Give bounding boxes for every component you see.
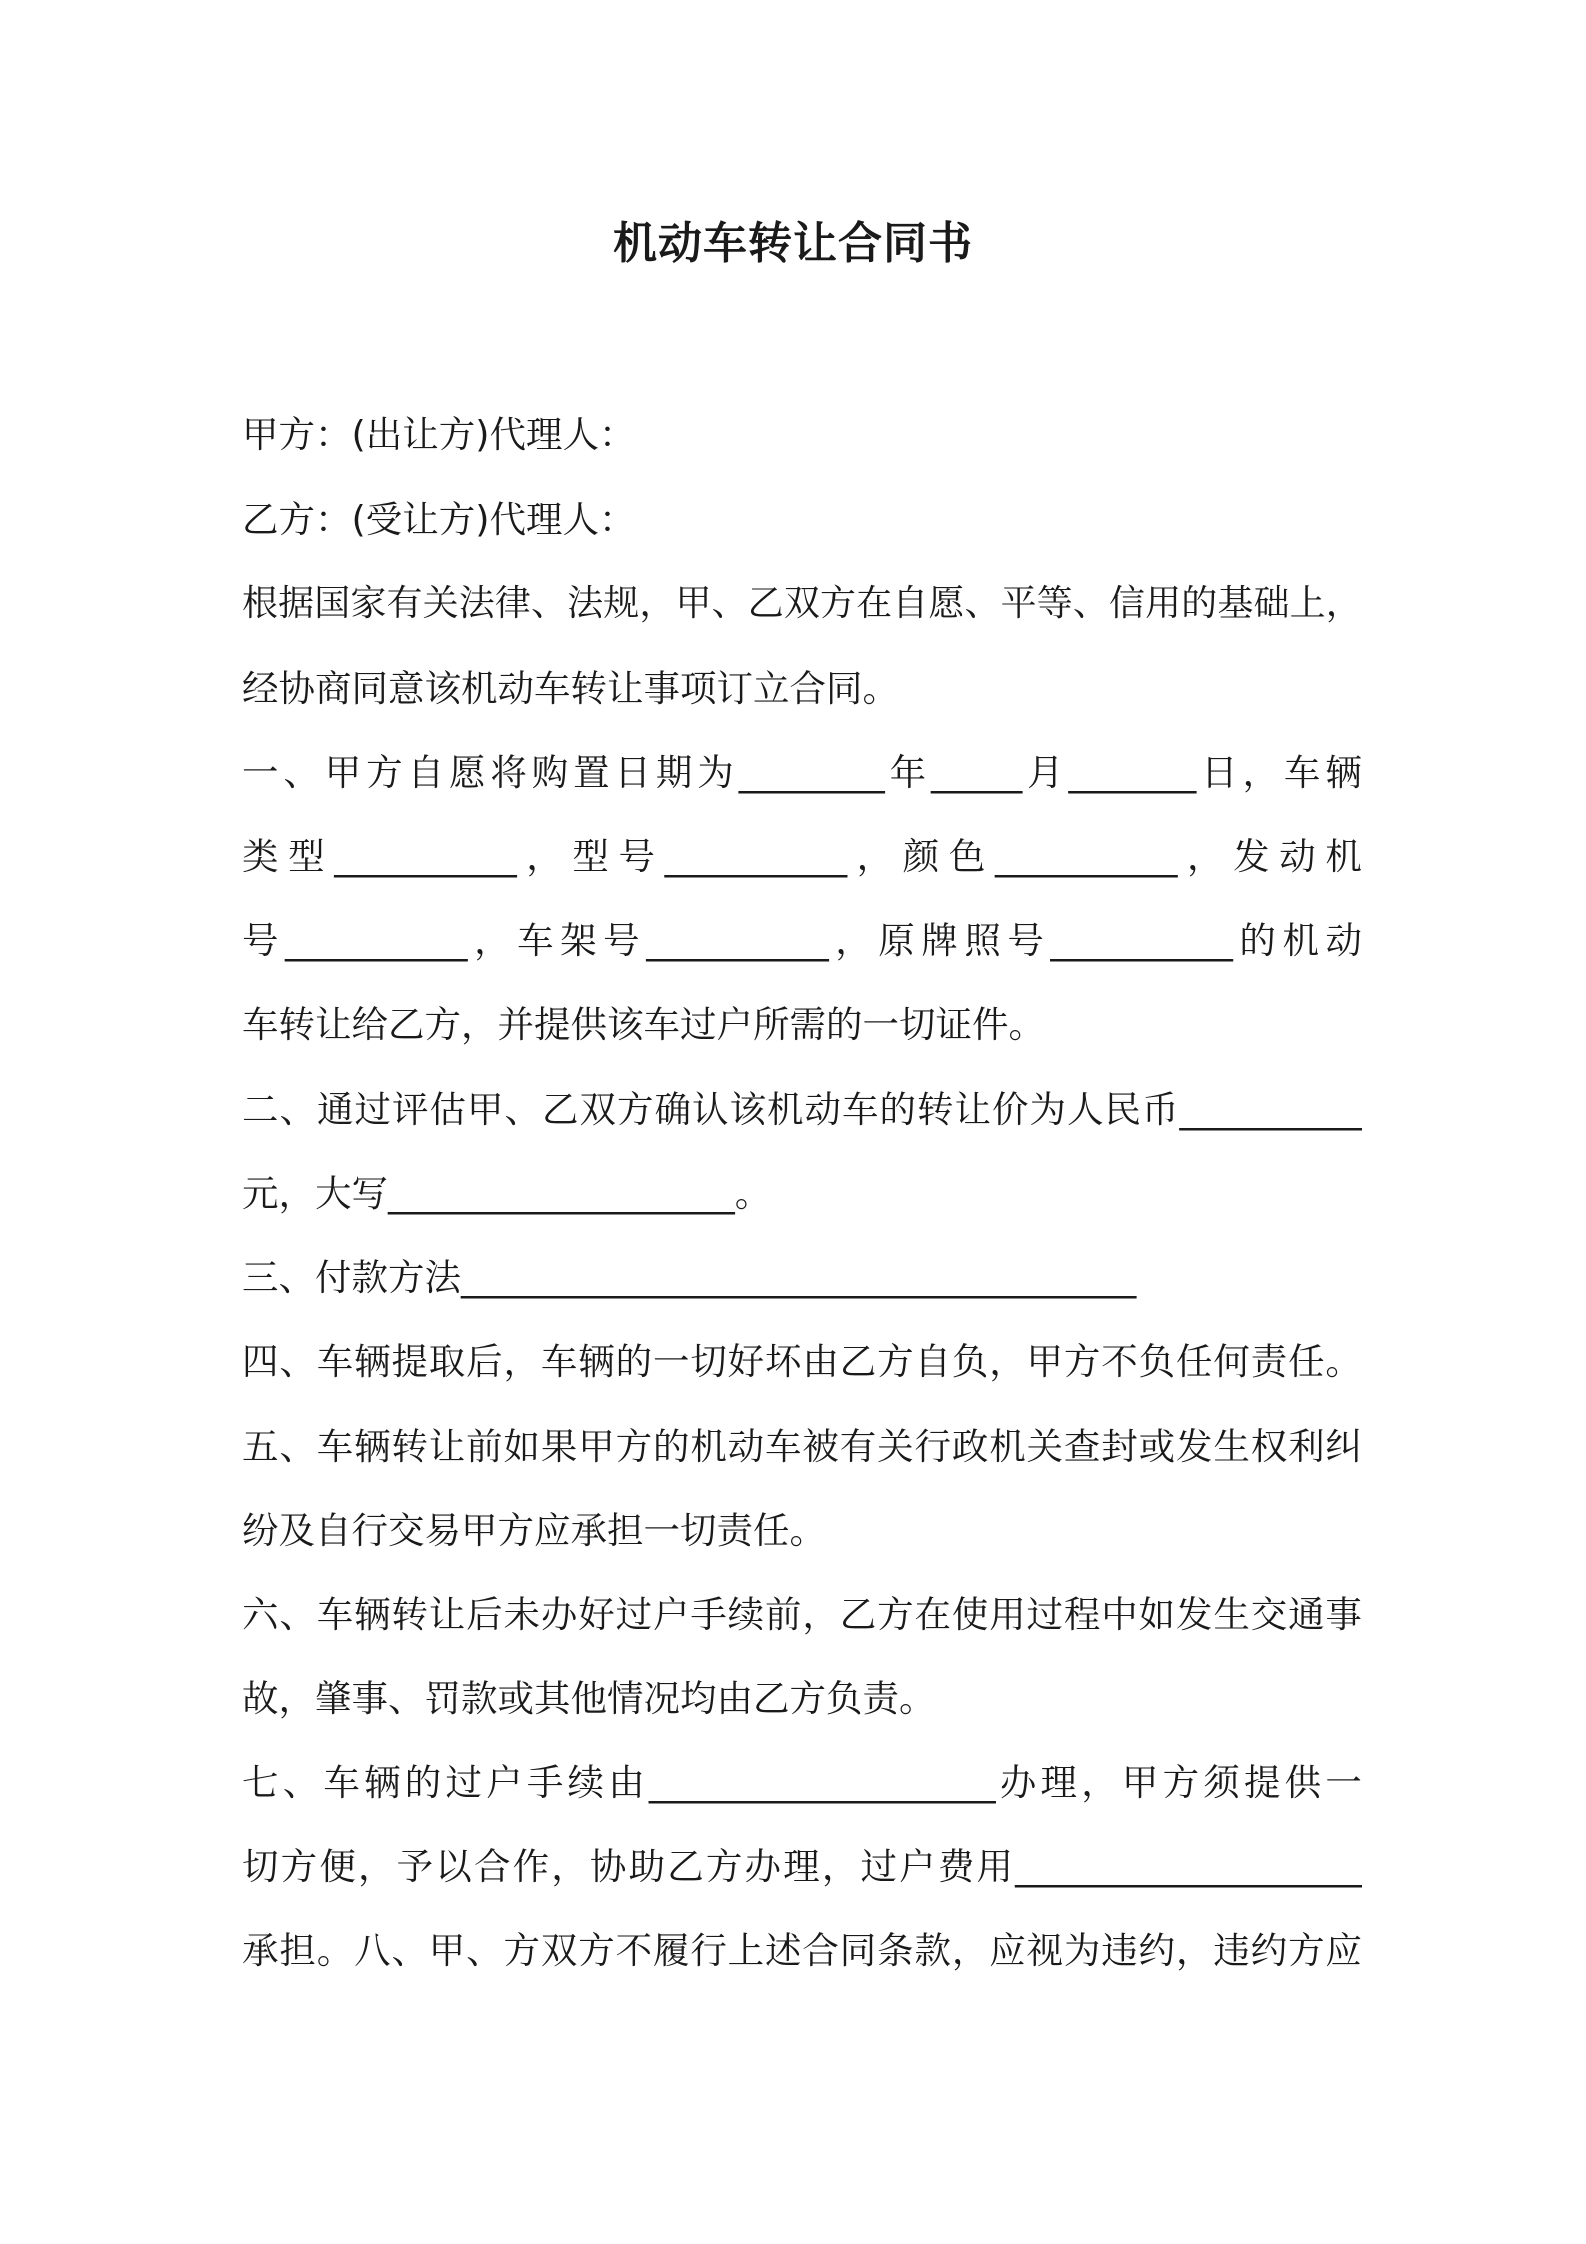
glyph: 一 — [652, 1340, 690, 1383]
party-b-line: 乙方：(受让方)代理人： — [242, 498, 636, 541]
glyph: 机 — [989, 1425, 1026, 1468]
glyph: 办 — [999, 1761, 1037, 1804]
glyph: 、 — [466, 1929, 503, 1972]
clause-5-line-2: 纷及自行交易甲方应承担一切责任。 — [242, 1509, 826, 1552]
glyph: 违 — [1213, 1929, 1250, 1972]
glyph: 双 — [783, 583, 820, 624]
glyph: 应 — [989, 1929, 1026, 1972]
glyph: ， — [1081, 1761, 1118, 1804]
glyph: 确 — [654, 1088, 691, 1131]
glyph: 上 — [1289, 583, 1326, 624]
glyph: 颜 — [902, 835, 940, 878]
glyph: 利 — [1288, 1425, 1325, 1468]
glyph: 乙 — [667, 1845, 704, 1888]
glyph: 自 — [892, 583, 929, 624]
glyph: 政 — [951, 1425, 989, 1468]
glyph: 上 — [727, 1929, 765, 1972]
glyph: 方 — [1288, 1929, 1325, 1972]
glyph: 律 — [494, 583, 531, 624]
glyph: 币 — [1142, 1088, 1179, 1131]
glyph: 辆 — [354, 1340, 391, 1383]
glyph: 平 — [1000, 583, 1037, 624]
glyph: ， — [526, 835, 563, 878]
glyph: 置 — [573, 751, 610, 794]
glyph: 交 — [1250, 1593, 1288, 1636]
glyph: ， — [1325, 583, 1362, 624]
glyph: 由 — [608, 1761, 645, 1804]
glyph: 通 — [317, 1088, 354, 1131]
glyph: 型 — [288, 835, 325, 878]
glyph: 由 — [802, 1340, 839, 1383]
glyph: 好 — [578, 1593, 615, 1636]
glyph: 法 — [458, 583, 495, 624]
glyph: 履 — [652, 1929, 690, 1972]
blank-line: __________ — [1179, 1088, 1362, 1131]
glyph: 好 — [727, 1340, 765, 1383]
glyph: ， — [357, 1845, 395, 1888]
glyph: 车 — [316, 1425, 354, 1468]
clause-8-line-1 — [242, 1921, 1362, 1981]
glyph: 、 — [279, 1593, 316, 1636]
glyph: 甲 — [675, 583, 712, 624]
clause-7-line-2 — [242, 1837, 1362, 1897]
blank-line: __________ — [285, 919, 468, 962]
glyph: 应 — [1325, 1929, 1362, 1972]
glyph: 作 — [512, 1845, 550, 1888]
glyph: 购 — [531, 751, 569, 794]
glyph: 程 — [1063, 1593, 1101, 1636]
glyph: 户 — [899, 1845, 936, 1888]
glyph: 类 — [242, 835, 279, 878]
glyph: 、 — [391, 1929, 428, 1972]
glyph: ， — [802, 1593, 839, 1636]
glyph: 的 — [1239, 919, 1276, 962]
glyph: 为 — [1029, 1088, 1066, 1131]
glyph: 家 — [350, 583, 387, 624]
glyph: ， — [856, 835, 894, 878]
glyph: 过 — [615, 1593, 653, 1636]
glyph: 同 — [839, 1929, 877, 1972]
clause-1-line-4: 车转让给乙方，并提供该车过户所需的一切证件。 — [242, 1003, 1045, 1046]
glyph: 甲 — [578, 1425, 615, 1468]
glyph: 违 — [1101, 1929, 1138, 1972]
glyph: 提 — [1243, 1761, 1281, 1804]
glyph: ， — [989, 1340, 1026, 1383]
glyph: 辆 — [1325, 751, 1362, 794]
glyph: 述 — [765, 1929, 802, 1972]
glyph: 一 — [1325, 1761, 1362, 1804]
glyph: 架 — [560, 919, 597, 962]
blank-line: __________ — [334, 835, 517, 878]
glyph: 的 — [652, 1425, 690, 1468]
glyph: 方 — [705, 1845, 743, 1888]
glyph: 、 — [282, 1761, 320, 1804]
glyph: 款 — [914, 1929, 951, 1972]
glyph: 信 — [1109, 583, 1146, 624]
glyph: 在 — [914, 1593, 951, 1636]
glyph: 号 — [1007, 919, 1044, 962]
glyph: 通 — [1288, 1593, 1325, 1636]
glyph: 日 — [1201, 751, 1238, 794]
glyph: 使 — [951, 1593, 989, 1636]
glyph: 双 — [540, 1929, 578, 1972]
glyph: 关 — [877, 1425, 914, 1468]
glyph: 五 — [242, 1425, 279, 1468]
glyph: 提 — [391, 1340, 428, 1383]
party-a-line: 甲方：(出让方)代理人： — [242, 413, 636, 456]
glyph: ， — [503, 1340, 541, 1383]
clause-2-line-2: 元，大写___________________。 — [242, 1172, 772, 1215]
glyph: 甲 — [1026, 1340, 1064, 1383]
glyph: 果 — [540, 1425, 578, 1468]
glyph: 车 — [540, 1340, 578, 1383]
blank-line: ___________________ — [648, 1761, 996, 1804]
glyph: 方 — [1063, 1340, 1101, 1383]
glyph: 以 — [435, 1845, 472, 1888]
glyph: 让 — [428, 1425, 466, 1468]
glyph: 切 — [690, 1340, 727, 1383]
clause-5-line-1 — [242, 1417, 1362, 1477]
glyph: 如 — [503, 1425, 541, 1468]
glyph: 、 — [279, 1340, 316, 1383]
glyph: 用 — [989, 1593, 1026, 1636]
glyph: 责 — [1250, 1340, 1288, 1383]
glyph: 二 — [242, 1088, 279, 1131]
glyph: 合 — [802, 1929, 839, 1972]
glyph: 辆 — [578, 1340, 615, 1383]
glyph: 在 — [856, 583, 893, 624]
glyph: 负 — [1138, 1340, 1176, 1383]
clause-1-line-3 — [242, 911, 1362, 971]
glyph: 自 — [407, 751, 445, 794]
glyph: 前 — [466, 1425, 503, 1468]
glyph: 乙 — [747, 583, 784, 624]
glyph: 型 — [572, 835, 609, 878]
glyph: 发 — [1175, 1425, 1213, 1468]
glyph: 关 — [422, 583, 459, 624]
clause-1-line-2 — [242, 827, 1362, 887]
glyph: 生 — [1213, 1593, 1250, 1636]
glyph: 户 — [652, 1593, 690, 1636]
glyph: 方 — [578, 1929, 615, 1972]
glyph: 纠 — [1325, 1425, 1362, 1468]
blank-line: ________ — [738, 751, 885, 794]
glyph: 四 — [242, 1340, 279, 1383]
glyph: 条 — [877, 1929, 914, 1972]
glyph: 权 — [1250, 1425, 1288, 1468]
glyph: 手 — [690, 1593, 727, 1636]
glyph: 评 — [392, 1088, 429, 1131]
clause-4-line — [242, 1332, 1362, 1392]
glyph: 估 — [429, 1088, 466, 1131]
glyph: ， — [1175, 1929, 1213, 1972]
glyph: 坏 — [765, 1340, 802, 1383]
glyph: 方 — [877, 1593, 914, 1636]
glyph: 期 — [655, 751, 693, 794]
glyph: 让 — [954, 1088, 991, 1131]
glyph: 国 — [314, 583, 351, 624]
glyph: 办 — [540, 1593, 578, 1636]
glyph: 用 — [976, 1845, 1013, 1888]
glyph: 发 — [1233, 835, 1270, 878]
glyph: 础 — [1253, 583, 1290, 624]
glyph: 甲 — [467, 1088, 504, 1131]
glyph: 甲 — [428, 1929, 466, 1972]
glyph: 七 — [242, 1761, 279, 1804]
glyph: 封 — [1101, 1425, 1138, 1468]
glyph: 辆 — [354, 1593, 391, 1636]
glyph: 甲 — [1121, 1761, 1159, 1804]
glyph: 自 — [914, 1340, 951, 1383]
glyph: 牌 — [921, 919, 958, 962]
glyph: 号 — [603, 919, 640, 962]
glyph: 合 — [473, 1845, 511, 1888]
glyph: 便 — [319, 1845, 356, 1888]
glyph: ， — [1187, 835, 1224, 878]
glyph: 费 — [937, 1845, 975, 1888]
glyph: 车 — [517, 919, 554, 962]
glyph: 任 — [1288, 1340, 1325, 1383]
glyph: 规 — [603, 583, 640, 624]
glyph: 生 — [1213, 1425, 1250, 1468]
glyph: 视 — [1026, 1929, 1064, 1972]
glyph: 行 — [914, 1425, 951, 1468]
glyph: 机 — [1282, 919, 1319, 962]
clause-7-line-1 — [242, 1753, 1362, 1813]
blank-line: _____ — [930, 751, 1023, 794]
glyph: 该 — [729, 1088, 766, 1131]
glyph: 转 — [391, 1425, 428, 1468]
glyph: 办 — [744, 1845, 782, 1888]
glyph: ， — [1242, 751, 1280, 794]
glyph: 车 — [316, 1340, 354, 1383]
glyph: 。 — [316, 1929, 354, 1972]
glyph: 约 — [1138, 1929, 1176, 1972]
glyph: 车 — [765, 1425, 802, 1468]
glyph: 理 — [783, 1845, 820, 1888]
glyph: 如 — [1138, 1593, 1176, 1636]
glyph: 机 — [1325, 835, 1362, 878]
glyph: 据 — [278, 583, 315, 624]
glyph: 未 — [503, 1593, 541, 1636]
glyph: 取 — [428, 1340, 466, 1383]
glyph: 乙 — [542, 1088, 579, 1131]
glyph: 车 — [842, 1088, 879, 1131]
glyph: 有 — [839, 1425, 877, 1468]
glyph: 、 — [279, 1088, 316, 1131]
glyph: 民 — [1104, 1088, 1141, 1131]
glyph: ， — [551, 1845, 588, 1888]
glyph: 前 — [765, 1593, 802, 1636]
glyph: 有 — [386, 583, 423, 624]
glyph: 过 — [445, 1761, 482, 1804]
glyph: 切 — [242, 1845, 279, 1888]
glyph: 转 — [917, 1088, 954, 1131]
glyph: 的 — [404, 1761, 442, 1804]
glyph: 价 — [992, 1088, 1029, 1131]
glyph: 续 — [567, 1761, 604, 1804]
glyph: 方 — [366, 751, 403, 794]
glyph: 乙 — [839, 1593, 877, 1636]
clause-3-line: 三、付款方法_____________________________________ — [242, 1256, 1137, 1299]
glyph: 负 — [951, 1340, 989, 1383]
glyph: 任 — [1175, 1340, 1213, 1383]
glyph: 车 — [323, 1761, 360, 1804]
glyph: 、 — [531, 583, 568, 624]
glyph: 为 — [697, 751, 734, 794]
glyph: 动 — [727, 1425, 765, 1468]
glyph: 。 — [1325, 1340, 1362, 1383]
glyph: ， — [821, 1845, 859, 1888]
glyph: 将 — [490, 751, 527, 794]
glyph: 、 — [964, 583, 1001, 624]
glyph: 、 — [711, 583, 748, 624]
glyph: 六 — [242, 1593, 279, 1636]
glyph: 年 — [889, 751, 927, 794]
glyph: 一 — [242, 751, 279, 794]
glyph: 的 — [1181, 583, 1218, 624]
clause-6-line-1 — [242, 1585, 1362, 1645]
glyph: 方 — [280, 1845, 318, 1888]
glyph: 愿 — [928, 583, 965, 624]
glyph: 动 — [1325, 919, 1362, 962]
glyph: 辆 — [354, 1425, 391, 1468]
glyph: 双 — [579, 1088, 616, 1131]
glyph: 动 — [1279, 835, 1316, 878]
glyph: ， — [474, 919, 511, 962]
glyph: 须 — [1203, 1761, 1240, 1804]
glyph: 转 — [391, 1593, 428, 1636]
glyph: 方 — [503, 1929, 541, 1972]
glyph: 过 — [860, 1845, 897, 1888]
glyph: 、 — [279, 1425, 316, 1468]
glyph: 不 — [1101, 1340, 1138, 1383]
glyph: 关 — [1026, 1425, 1064, 1468]
glyph: 月 — [1027, 751, 1064, 794]
glyph: 事 — [1325, 1593, 1362, 1636]
glyph: 查 — [1063, 1425, 1101, 1468]
glyph: 、 — [1072, 583, 1109, 624]
preamble-line-1 — [242, 574, 1362, 634]
glyph: 人 — [1067, 1088, 1104, 1131]
glyph: 行 — [690, 1929, 727, 1972]
glyph: 乙 — [839, 1340, 877, 1383]
blank-line: __________ — [664, 835, 848, 878]
glyph: 车 — [316, 1593, 354, 1636]
glyph: 约 — [1250, 1929, 1288, 1972]
glyph: 何 — [1213, 1340, 1250, 1383]
glyph: 方 — [615, 1425, 653, 1468]
glyph: 机 — [690, 1425, 727, 1468]
glyph: 方 — [1162, 1761, 1200, 1804]
clause-6-line-2: 故，肇事、罚款或其他情况均由乙方负责。 — [242, 1677, 936, 1720]
glyph: 根 — [242, 583, 279, 624]
glyph: 过 — [354, 1088, 391, 1131]
glyph: 机 — [767, 1088, 804, 1131]
glyph: 甲 — [324, 751, 362, 794]
glyph: 基 — [1217, 583, 1254, 624]
glyph: 担 — [279, 1929, 316, 1972]
preamble-line-2: 经协商同意该机动车转让事项订立合同。 — [242, 667, 899, 710]
glyph: 发 — [1175, 1593, 1213, 1636]
glyph: 日 — [614, 751, 652, 794]
blank-line: __________ — [1050, 919, 1233, 962]
glyph: 户 — [486, 1761, 523, 1804]
glyph: 被 — [802, 1425, 839, 1468]
glyph: ， — [951, 1929, 989, 1972]
blank-line: __________ — [646, 919, 829, 962]
glyph: 供 — [1284, 1761, 1322, 1804]
glyph: 方 — [820, 583, 857, 624]
glyph: 等 — [1036, 583, 1073, 624]
glyph: 法 — [567, 583, 604, 624]
glyph: 后 — [466, 1340, 503, 1383]
glyph: 手 — [526, 1761, 564, 1804]
glyph: 号 — [618, 835, 655, 878]
glyph: 的 — [879, 1088, 916, 1131]
glyph: 八 — [354, 1929, 391, 1972]
clause-1-line-1 — [242, 743, 1362, 803]
document-title: 机动车转让合同书 — [613, 218, 973, 269]
glyph: 过 — [1026, 1593, 1064, 1636]
glyph: 认 — [692, 1088, 729, 1131]
glyph: 用 — [1145, 583, 1182, 624]
glyph: 动 — [804, 1088, 841, 1131]
glyph: 照 — [964, 919, 1001, 962]
glyph: 原 — [878, 919, 915, 962]
glyph: 色 — [948, 835, 986, 878]
glyph: 理 — [1040, 1761, 1077, 1804]
glyph: 或 — [1138, 1425, 1176, 1468]
glyph: 后 — [466, 1593, 503, 1636]
glyph: 的 — [615, 1340, 653, 1383]
glyph: ， — [835, 919, 872, 962]
glyph: 中 — [1101, 1593, 1138, 1636]
glyph: 协 — [589, 1845, 627, 1888]
glyph: 助 — [628, 1845, 666, 1888]
glyph: 续 — [727, 1593, 765, 1636]
blank-line: ___________________ — [1015, 1845, 1362, 1888]
glyph: 辆 — [364, 1761, 401, 1804]
glyph: 、 — [504, 1088, 541, 1131]
glyph: 方 — [617, 1088, 654, 1131]
glyph: 予 — [396, 1845, 434, 1888]
glyph: 愿 — [448, 751, 486, 794]
clause-2-line-1 — [242, 1080, 1362, 1140]
glyph: 承 — [242, 1929, 279, 1972]
glyph: 、 — [283, 751, 320, 794]
glyph: 方 — [877, 1340, 914, 1383]
glyph: 让 — [428, 1593, 466, 1636]
blank-line: __________ — [994, 835, 1178, 878]
blank-line: _______ — [1068, 751, 1197, 794]
glyph: ， — [639, 583, 676, 624]
glyph: 号 — [242, 919, 279, 962]
glyph: 为 — [1063, 1929, 1101, 1972]
glyph: 车 — [1283, 751, 1321, 794]
glyph: 不 — [615, 1929, 653, 1972]
